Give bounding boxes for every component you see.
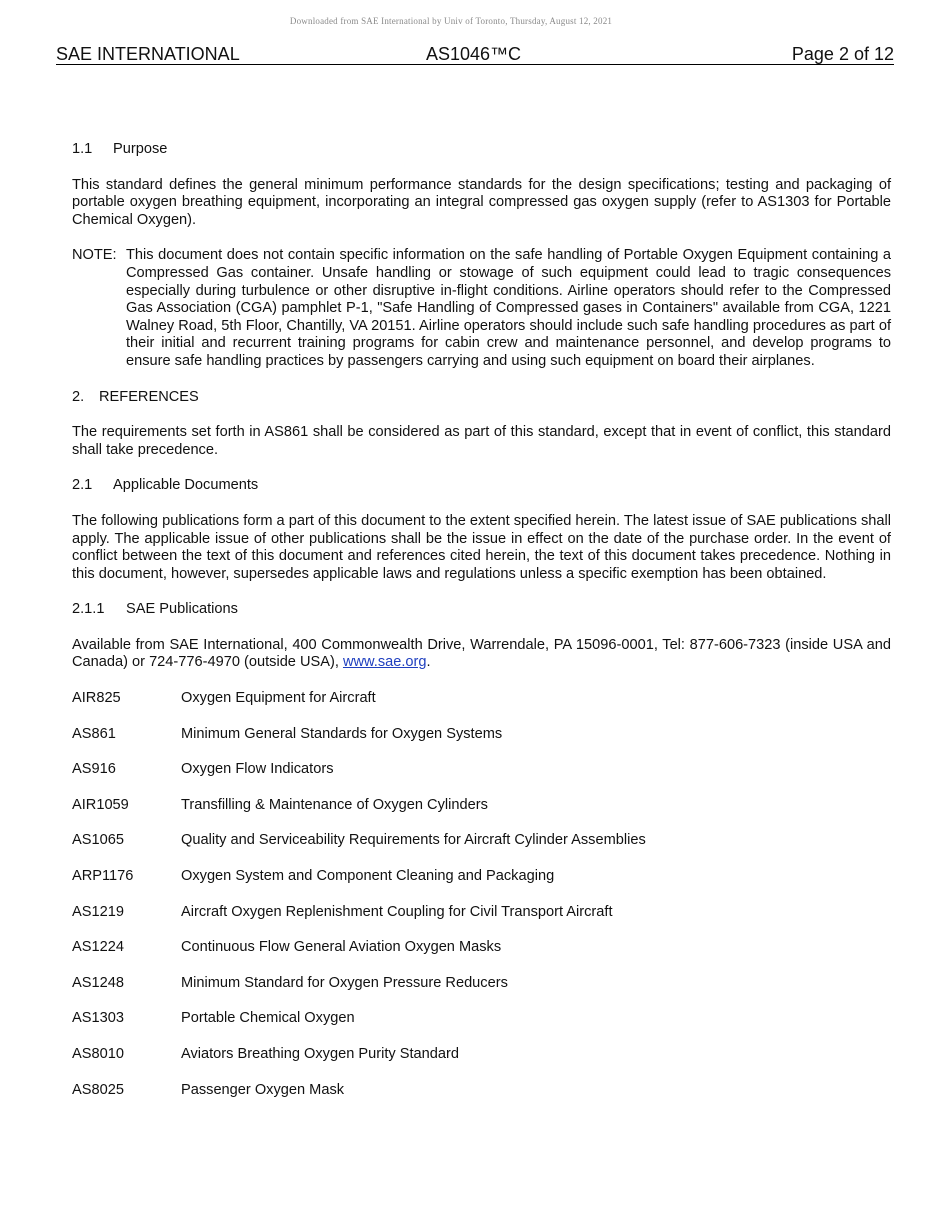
reference-id: AIR1059 — [72, 796, 129, 813]
sae-publications-paragraph — [72, 637, 891, 672]
reference-id: AIR825 — [72, 690, 121, 707]
section-number: 2.1.1 — [72, 601, 105, 618]
applicable-documents-paragraph: The following publications form a part of this document to the extent specified herein. The latest issue of SAE publications shall apply. The applicable issue of other publications shall be the issue in effect on the date of the purchase order. In the event of conflict between the text of this document and references cited herein, the text of this document takes precedence. Nothing in this document, however, supersedes applicable laws and regulations unless a specific exemption has been obtained. — [72, 512, 891, 582]
reference-title: Oxygen System and Component Cleaning and Packaging — [181, 868, 555, 885]
note-paragraph — [72, 247, 891, 370]
section-title: Purpose — [113, 141, 168, 157]
reference-id: ARP1176 — [72, 868, 134, 885]
document-body — [72, 141, 891, 1117]
section-heading-2-1 — [72, 477, 891, 495]
sae-address-text: Available from SAE International, 400 Commonwealth Drive, Warrendale, PA 15096-0001, Tel: 877-606-7323 (inside USA and Canada) or 724-776-4970 (outside USA), — [72, 636, 891, 671]
download-watermark: Downloaded from SAE International by Univ of Toronto, Thursday, August 12, 2021 — [289, 16, 613, 26]
references-paragraph: The requirements set forth in AS861 shall be considered as part of this standard, except that in event of conflict, this standard shall take precedence. — [72, 424, 891, 458]
reference-item — [72, 939, 891, 957]
reference-item — [72, 1082, 891, 1100]
reference-title: Oxygen Equipment for Aircraft — [181, 690, 376, 707]
reference-title: Aircraft Oxygen Replenishment Coupling for Civil Transport Aircraft — [181, 903, 613, 920]
sentence-end: . — [426, 654, 431, 671]
reference-item — [72, 1010, 891, 1028]
reference-id: AS861 — [72, 725, 116, 742]
section-title: REFERENCES — [99, 388, 199, 405]
reference-id: AS1224 — [72, 939, 124, 956]
reference-item — [72, 832, 891, 850]
reference-title: Aviators Breathing Oxygen Purity Standard — [181, 1046, 459, 1062]
reference-title: Minimum Standard for Oxygen Pressure Reducers — [181, 974, 508, 991]
reference-item — [72, 726, 891, 744]
document-number: AS1046™C — [426, 44, 522, 64]
reference-id: AS1219 — [72, 903, 124, 920]
reference-title: Portable Chemical Oxygen — [181, 1010, 355, 1027]
reference-id: AS8025 — [72, 1081, 124, 1098]
publisher-name: SAE INTERNATIONAL — [56, 44, 240, 64]
section-title: Applicable Documents — [113, 477, 259, 494]
purpose-paragraph: This standard defines the general minimum performance standards for the design specifications; testing and packaging of portable oxygen breathing equipment, incorporating an integral compressed gas oxygen supply (refer to AS1303 for Portable Chemical Oxygen). — [72, 176, 891, 228]
page-header — [56, 44, 894, 65]
reference-title: Passenger Oxygen Mask — [181, 1081, 345, 1098]
reference-title: Minimum General Standards for Oxygen Systems — [181, 725, 503, 742]
section-number: 2. — [72, 388, 85, 405]
reference-item — [72, 761, 891, 779]
sae-website-link[interactable]: www.sae.org — [342, 654, 427, 671]
reference-title: Oxygen Flow Indicators — [181, 761, 334, 778]
reference-item — [72, 690, 891, 708]
reference-id: AS1248 — [72, 974, 124, 991]
reference-list — [72, 690, 891, 1099]
reference-item — [72, 797, 891, 815]
section-heading-1-1 — [72, 141, 891, 159]
reference-id: AS8010 — [72, 1046, 124, 1062]
section-title: SAE Publications — [126, 601, 238, 618]
page-number: Page 2 of 12 — [791, 44, 894, 64]
reference-item — [72, 904, 891, 922]
section-number: 1.1 — [72, 141, 93, 157]
reference-id: AS1303 — [72, 1010, 124, 1027]
note-text: This document does not contain specific information on the safe handling of Portable Oxygen Equipment containing a Compressed Gas container. Unsafe handling or stowage of such equipment could lead to tragic consequences especially during turbulence or other disruptive in-flight conditions. Airline operators should refer to the Compressed Gas Association (CGA) pamphlet P-1, "Safe Handling of Compressed gases in Containers" available from CGA, 1221 Walney Road, 5th Floor, Chantilly, VA 20151. Airline operators should include such safe handling procedures as part of their initial and recurrent training programs for cabin crew and maintenance personnel, and develop programs to ensure safe handling practices by passengers carrying and using such equipment on board their airplanes. — [126, 247, 891, 369]
section-heading-2 — [72, 389, 891, 407]
section-number: 2.1 — [72, 477, 93, 494]
reference-title: Continuous Flow General Aviation Oxygen Masks — [181, 939, 502, 956]
note-label: NOTE: — [72, 247, 117, 264]
reference-title: Transfilling & Maintenance of Oxygen Cylinders — [181, 796, 488, 813]
reference-id: AS1065 — [72, 832, 124, 849]
reference-item — [72, 1046, 891, 1064]
reference-id: AS916 — [72, 761, 116, 778]
reference-title: Quality and Serviceability Requirements for Aircraft Cylinder Assemblies — [181, 832, 646, 849]
section-heading-2-1-1 — [72, 601, 891, 619]
reference-item — [72, 868, 891, 886]
reference-item — [72, 975, 891, 993]
